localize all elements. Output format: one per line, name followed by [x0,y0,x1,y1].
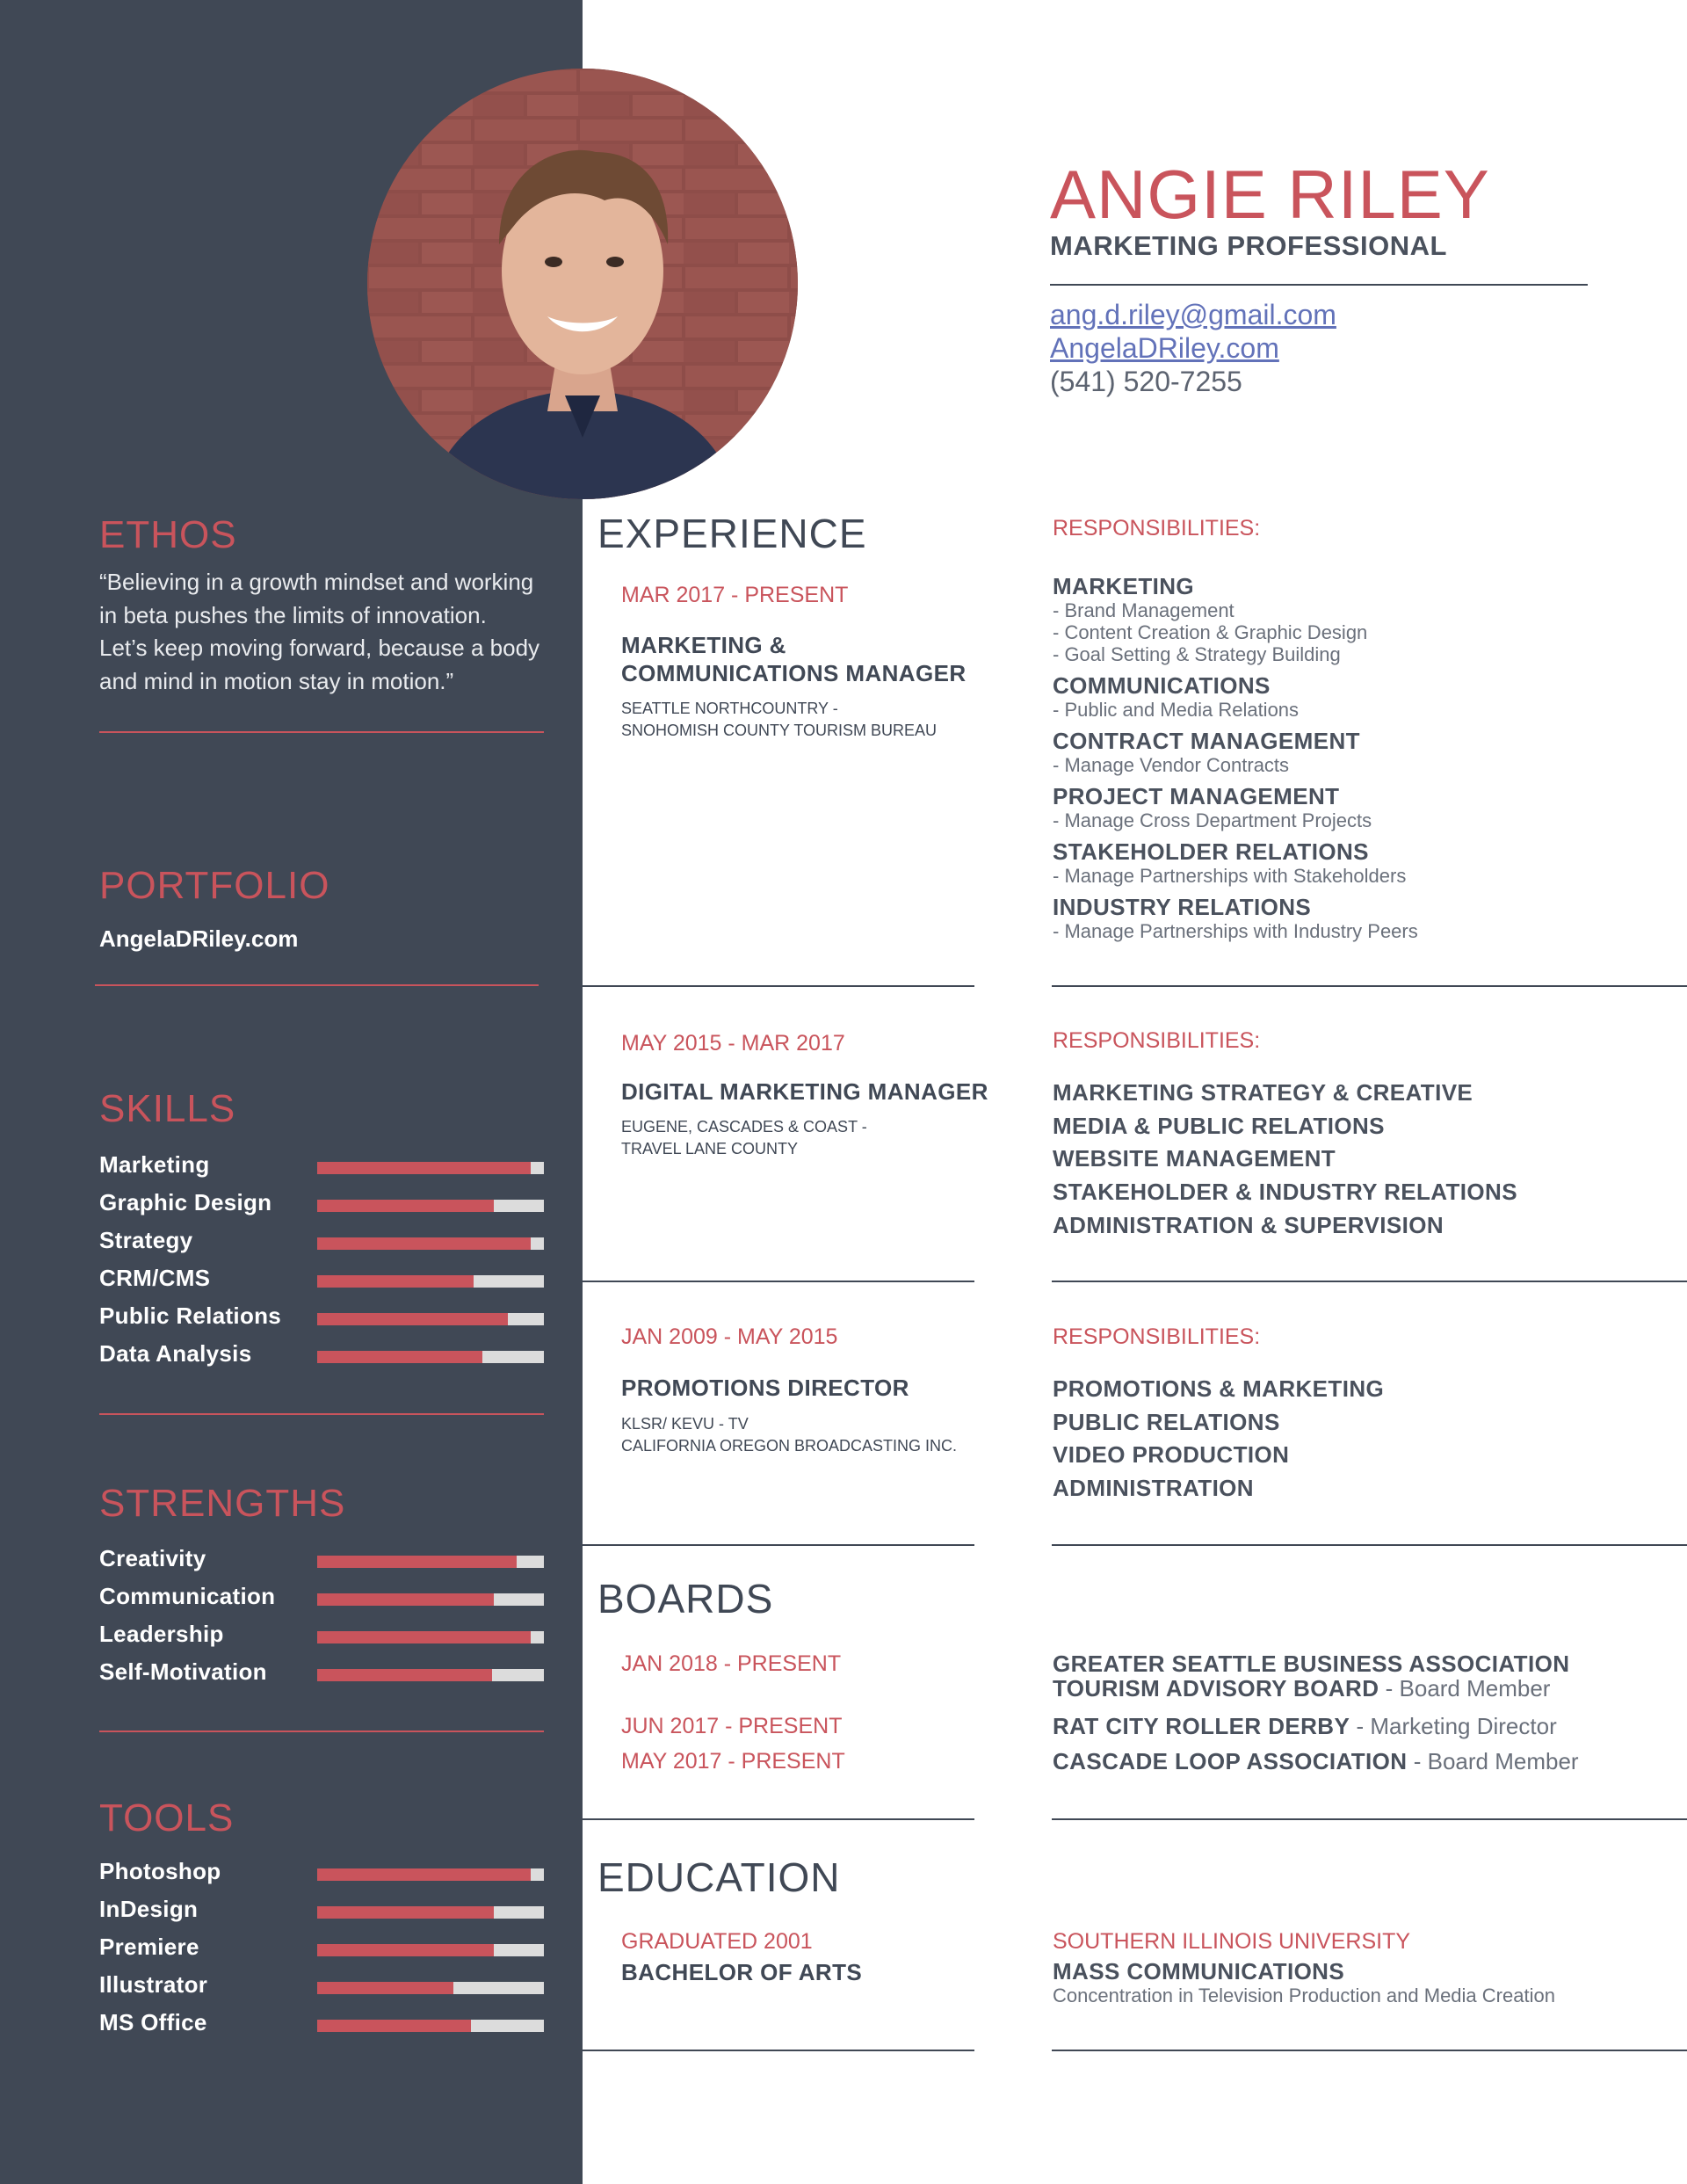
boards-heading: BOARDS [597,1576,774,1622]
responsibility-item: - Content Creation & Graphic Design [1053,621,1368,643]
bar-row [99,1189,544,1227]
divider [1052,985,1687,987]
responsibilities-heading: RESPONSIBILITIES: [1053,1028,1261,1053]
responsibility-title: MARKETING [1053,573,1195,599]
responsibility-title: CONTRACT MANAGEMENT [1053,728,1360,754]
education-heading: EDUCATION [597,1854,841,1900]
responsibilities-heading: RESPONSIBILITIES: [1053,516,1261,541]
job-org-line: TRAVEL LANE COUNTY [621,1140,799,1157]
responsibility-group [1053,573,1367,665]
job-title-line: MARKETING & [621,632,786,658]
ethos-line: in beta pushes the limits of innovation. [99,601,487,628]
board-date: MAY 2017 - PRESENT [621,1749,845,1774]
level-bar-fill [317,1982,453,1994]
responsibility-item: VIDEO PRODUCTION [1053,1441,1290,1469]
level-bar-fill [317,1556,517,1568]
ethos-line: and mind in motion stay in motion.” [99,667,454,694]
job-org-line: CALIFORNIA OREGON BROADCASTING INC. [621,1437,958,1455]
skills-list [99,1151,544,1378]
bar-label: Premiere [99,1934,199,1960]
concentration: Concentration in Television Production and Media Creation [1053,1984,1555,2006]
job-title [621,1374,909,1402]
ethos-heading: ETHOS [99,513,237,556]
divider [1052,1544,1687,1546]
person-title: MARKETING PROFESSIONAL [1050,230,1447,261]
job-org-line: KLSR/ KEVU - TV [621,1415,749,1433]
level-bar-track [317,1944,544,1956]
responsibility-item: PROMOTIONS & MARKETING [1053,1375,1385,1402]
school-name: SOUTHERN ILLINOIS UNIVERSITY [1053,1929,1411,1954]
board-entry [1053,1714,1557,1738]
bar-label: CRM/CMS [99,1265,211,1291]
experience-heading: EXPERIENCE [597,511,867,556]
job-org-line: SEATTLE NORTHCOUNTRY - [621,700,838,717]
level-bar-fill [317,1351,482,1363]
level-bar-track [317,1593,544,1606]
divider [1052,1281,1687,1282]
portfolio-heading: PORTFOLIO [99,864,330,907]
board-role: - Marketing Director [1350,1713,1557,1739]
portfolio-link[interactable]: AngelaDRiley.com [99,925,299,952]
job-date: MAY 2015 - MAR 2017 [621,1031,845,1056]
divider [583,2050,974,2051]
board-date: JUN 2017 - PRESENT [621,1714,843,1738]
website-link[interactable]: AngelaDRiley.com [1050,332,1279,364]
bar-label: Graphic Design [99,1189,272,1215]
bar-row [99,1545,544,1583]
responsibility-group [1053,672,1299,721]
level-bar-fill [317,1237,531,1250]
responsibilities-heading: RESPONSIBILITIES: [1053,1324,1261,1349]
level-bar-track [317,1237,544,1250]
responsibility-group [1053,838,1406,887]
board-entry [1053,1651,1569,1701]
responsibility-item: - Manage Vendor Contracts [1053,754,1290,776]
bar-label: Communication [99,1583,276,1609]
divider [95,984,539,986]
board-org: RAT CITY ROLLER DERBY [1053,1713,1350,1739]
responsibility-list [1053,1077,1517,1243]
responsibility-item: - Public and Media Relations [1053,699,1300,721]
level-bar-track [317,1906,544,1919]
strengths-heading: STRENGTHS [99,1482,346,1525]
level-bar-fill [317,1275,474,1288]
board-date: JAN 2018 - PRESENT [621,1651,842,1676]
bar-label: Marketing [99,1151,210,1178]
level-bar-fill [317,1868,531,1881]
bar-row [99,1302,544,1340]
responsibility-title: STAKEHOLDER RELATIONS [1053,838,1369,865]
responsibility-group [1053,894,1418,942]
job-org-line: SNOHOMISH COUNTY TOURISM BUREAU [621,722,938,739]
tools-heading: TOOLS [99,1796,235,1839]
divider [583,1544,974,1546]
bar-label: Data Analysis [99,1340,252,1367]
bar-row [99,1621,544,1658]
job-org-line: EUGENE, CASCADES & COAST - [621,1118,867,1136]
board-role: - Board Member [1407,1748,1579,1774]
bar-row [99,1340,544,1378]
divider [1050,284,1588,286]
level-bar-track [317,1556,544,1568]
job-title-line: DIGITAL MARKETING MANAGER [621,1078,988,1105]
responsibility-title: COMMUNICATIONS [1053,672,1271,699]
bar-label: Photoshop [99,1858,221,1884]
responsibility-item: MARKETING STRATEGY & CREATIVE [1053,1079,1473,1106]
major: MASS COMMUNICATIONS [1053,1958,1345,1984]
bar-row [99,1934,544,1971]
level-bar-fill [317,1593,494,1606]
level-bar-track [317,1351,544,1363]
level-bar-fill [317,2020,471,2032]
bar-row [99,1151,544,1189]
ethos-line: “Believing in a growth mindset and working [99,569,534,595]
level-bar-track [317,1669,544,1681]
degree: BACHELOR OF ARTS [621,1959,863,1985]
bar-label: Strategy [99,1227,193,1253]
job-title [621,631,967,687]
responsibility-group [1053,783,1372,831]
board-entry [1053,1749,1579,1774]
bar-row [99,1896,544,1934]
skills-heading: SKILLS [99,1087,236,1130]
bar-row [99,1858,544,1896]
job-title-line: COMMUNICATIONS MANAGER [621,660,967,686]
responsibility-list [1053,1374,1384,1506]
responsibility-item: - Manage Partnerships with Industry Peers [1053,920,1418,942]
job-date: JAN 2009 - MAY 2015 [621,1324,838,1349]
level-bar-track [317,1868,544,1881]
bar-label: MS Office [99,2009,207,2035]
bar-label: Public Relations [99,1302,282,1329]
bar-row [99,1583,544,1621]
bar-label: Illustrator [99,1971,208,1998]
divider [583,1281,974,1282]
profile-photo [367,69,798,499]
person-name: ANGIE RILEY [1050,156,1490,233]
responsibility-item: WEBSITE MANAGEMENT [1053,1145,1336,1172]
level-bar-track [317,1200,544,1212]
level-bar-track [317,1313,544,1325]
responsibility-item: MEDIA & PUBLIC RELATIONS [1053,1112,1385,1139]
divider [1052,1818,1687,1820]
level-bar-fill [317,1200,494,1212]
divider [583,985,974,987]
strengths-list [99,1545,544,1696]
responsibility-item: - Manage Partnerships with Stakeholders [1053,865,1407,887]
responsibility-item: - Brand Management [1053,599,1234,621]
phone-number: (541) 520-7255 [1050,366,1242,397]
divider [99,1413,544,1415]
level-bar-track [317,1275,544,1288]
responsibility-title: INDUSTRY RELATIONS [1053,894,1312,920]
board-org: GREATER SEATTLE BUSINESS ASSOCIATION [1053,1651,1570,1677]
ethos-line: Let’s keep moving forward, because a body [99,635,540,661]
bar-label: Creativity [99,1545,206,1571]
board-role: - Board Member [1379,1675,1551,1701]
level-bar-fill [317,1631,531,1643]
level-bar-track [317,2020,544,2032]
board-org: CASCADE LOOP ASSOCIATION [1053,1748,1408,1774]
level-bar-fill [317,1906,494,1919]
level-bar-fill [317,1162,531,1174]
bar-label: Self-Motivation [99,1658,267,1685]
bar-label: Leadership [99,1621,224,1647]
responsibility-title: PROJECT MANAGEMENT [1053,783,1340,809]
tools-list [99,1858,544,2047]
level-bar-track [317,1982,544,1994]
job-title-line: PROMOTIONS DIRECTOR [621,1375,909,1401]
responsibility-item: STAKEHOLDER & INDUSTRY RELATIONS [1053,1179,1517,1206]
ethos-quote [99,566,556,698]
bar-row [99,1658,544,1696]
level-bar-track [317,1162,544,1174]
job-org [621,1116,867,1160]
graduation-date: GRADUATED 2001 [621,1929,813,1954]
responsibility-item: PUBLIC RELATIONS [1053,1408,1280,1435]
board-org: TOURISM ADVISORY BOARD [1053,1675,1379,1701]
job-title [621,1077,988,1106]
responsibility-item: ADMINISTRATION [1053,1475,1254,1502]
level-bar-track [317,1631,544,1643]
bar-label: InDesign [99,1896,199,1922]
responsibility-item: - Goal Setting & Strategy Building [1053,643,1341,665]
education-details [1053,1958,1555,2006]
job-date: MAR 2017 - PRESENT [621,583,849,607]
responsibility-item: ADMINISTRATION & SUPERVISION [1053,1211,1444,1238]
responsibility-item: - Manage Cross Department Projects [1053,809,1372,831]
bar-row [99,2009,544,2047]
bar-row [99,1265,544,1302]
bar-row [99,1971,544,2009]
divider [99,731,544,733]
job-org [621,698,937,742]
email-link[interactable]: ang.d.riley@gmail.com [1050,299,1336,330]
job-org [621,1413,957,1457]
divider [583,1818,974,1820]
level-bar-fill [317,1669,492,1681]
level-bar-fill [317,1313,508,1325]
level-bar-fill [317,1944,494,1956]
divider [1052,2050,1687,2051]
bar-row [99,1227,544,1265]
divider [99,1731,544,1732]
responsibility-group [1053,728,1360,776]
